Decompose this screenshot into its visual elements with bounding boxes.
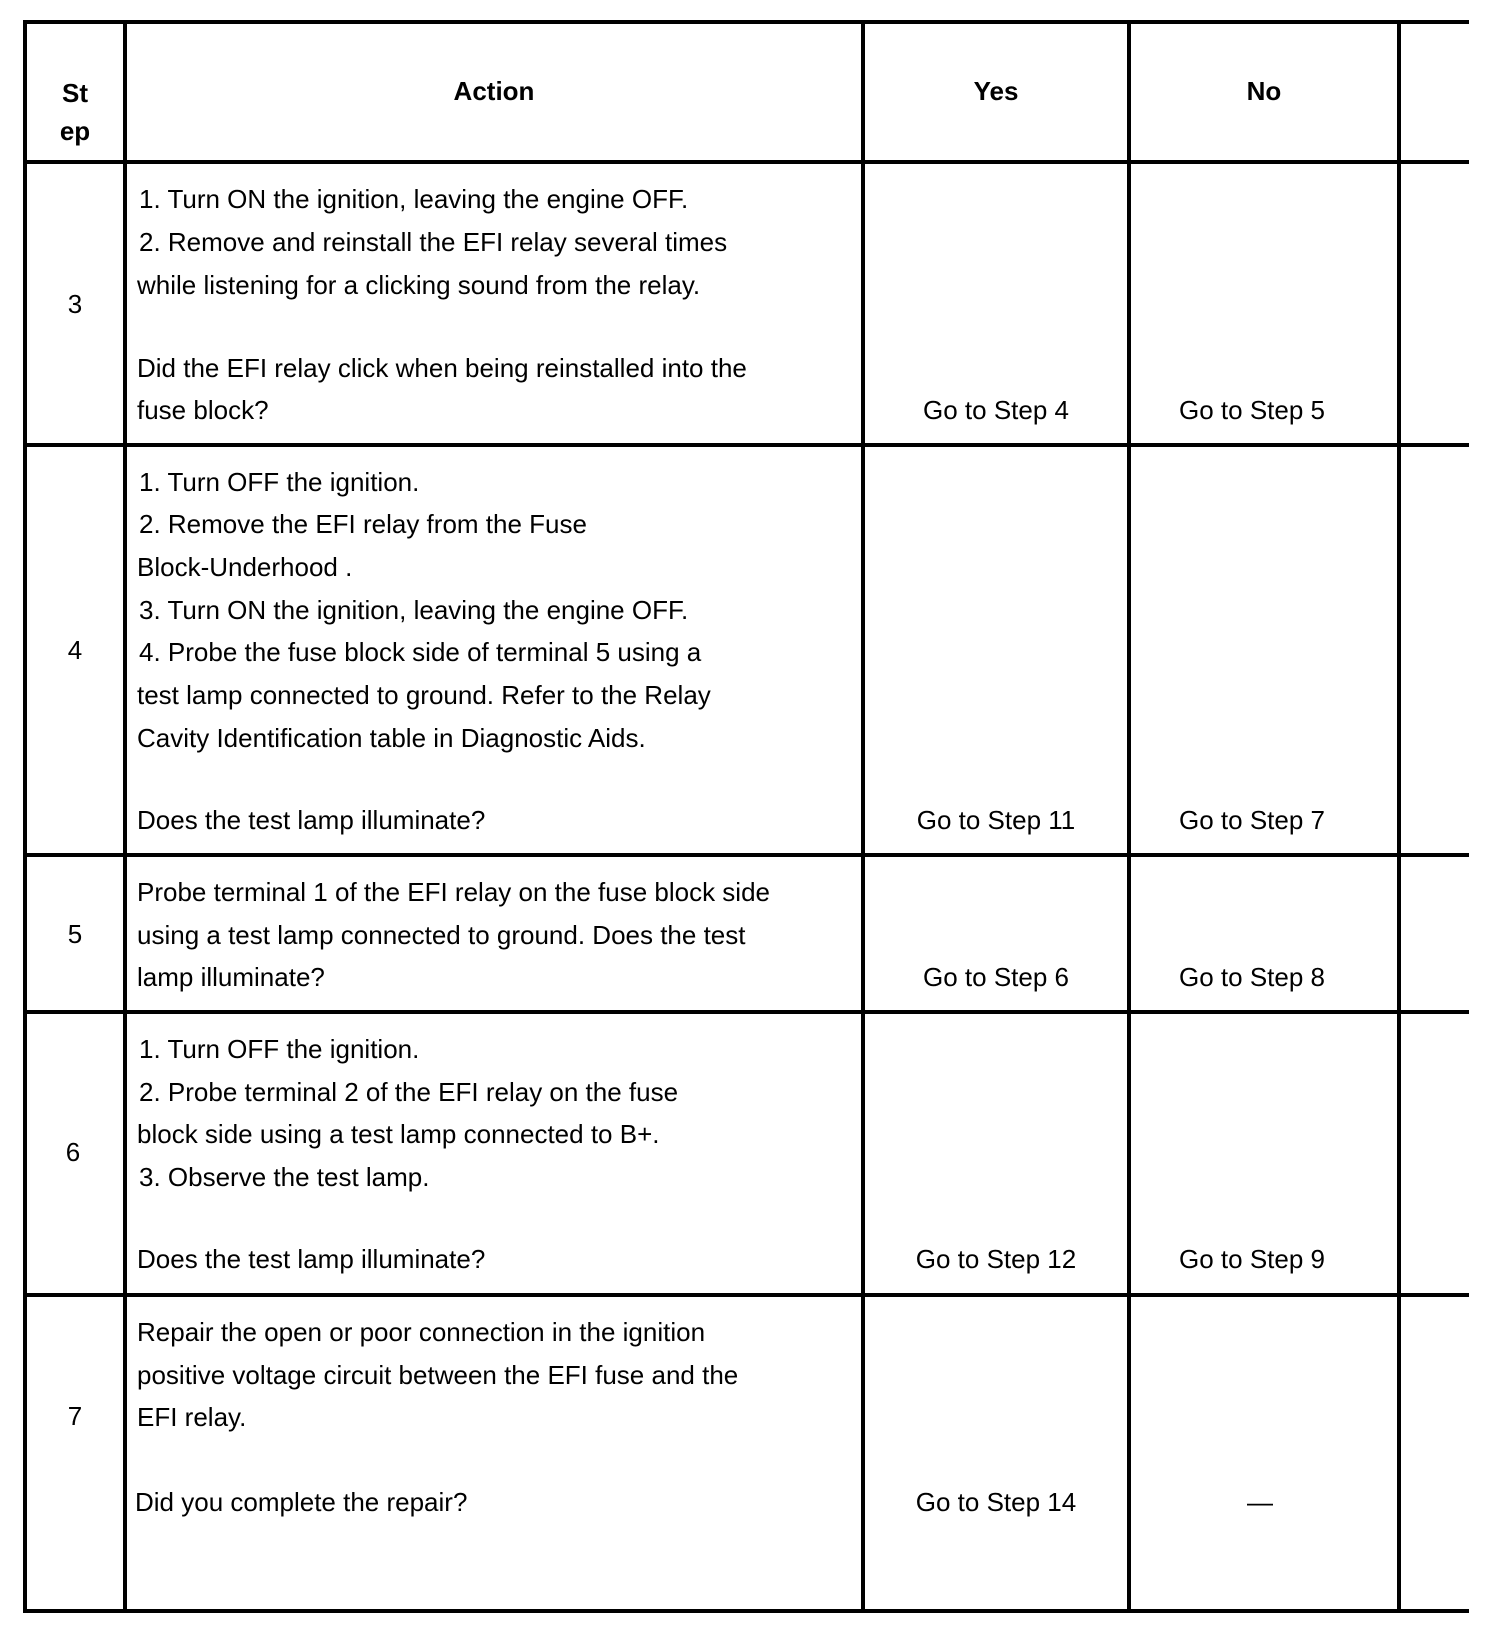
header-step-line2: ep	[59, 116, 91, 146]
action-line: 3. Turn ON the ignition, leaving the engine OFF.	[139, 595, 689, 625]
action-line: fuse block?	[137, 395, 269, 425]
action-line: Did you complete the repair?	[135, 1487, 468, 1517]
no-result: Go to Step 5	[1179, 395, 1325, 425]
header-step-label	[25, 74, 125, 150]
action-line: lamp illuminate?	[137, 962, 325, 992]
step-number: 5	[67, 919, 83, 949]
yes-result: Go to Step 12	[915, 1244, 1077, 1274]
no-result: —	[1247, 1487, 1273, 1517]
action-line: EFI relay.	[137, 1402, 247, 1432]
action-line: test lamp connected to ground. Refer to the Relay	[137, 680, 711, 710]
step-number: 4	[67, 635, 83, 665]
action-line: using a test lamp connected to ground. Does the test	[137, 920, 746, 950]
action-line: Does the test lamp illuminate?	[137, 805, 486, 835]
step-number: 3	[67, 289, 83, 319]
action-line: Repair the open or poor connection in the ignition	[137, 1317, 706, 1347]
action-line: block side using a test lamp connected to B+.	[137, 1119, 660, 1149]
yes-result: Go to Step 4	[923, 395, 1069, 425]
action-line: Did the EFI relay click when being reinstalled into the	[137, 353, 747, 383]
no-result: Go to Step 9	[1179, 1244, 1325, 1274]
header-step-line1: St	[62, 78, 88, 108]
step-number: 7	[67, 1401, 83, 1431]
diagnostic-table	[23, 20, 1469, 1613]
action-line: Probe terminal 1 of the EFI relay on the fuse block side	[137, 877, 771, 907]
action-line: positive voltage circuit between the EFI fuse and the	[137, 1360, 739, 1390]
action-line: 2. Probe terminal 2 of the EFI relay on the fuse	[139, 1077, 679, 1107]
action-line: Does the test lamp illuminate?	[137, 1244, 486, 1274]
action-line: Cavity Identification table in Diagnostic Aids.	[137, 723, 646, 753]
no-result: Go to Step 8	[1179, 962, 1325, 992]
header-no: No	[1246, 76, 1282, 106]
action-line: while listening for a clicking sound from the relay.	[137, 270, 701, 300]
action-line: 3. Observe the test lamp.	[139, 1162, 430, 1192]
no-result: Go to Step 7	[1179, 805, 1325, 835]
step-number: 6	[65, 1137, 81, 1167]
yes-result: Go to Step 11	[916, 805, 1076, 835]
action-line: 2. Remove and reinstall the EFI relay several times	[139, 227, 728, 257]
action-line: 2. Remove the EFI relay from the Fuse	[139, 509, 587, 539]
action-line: Block-Underhood .	[137, 552, 353, 582]
action-line: 1. Turn OFF the ignition.	[139, 1034, 420, 1064]
yes-result: Go to Step 14	[915, 1487, 1077, 1517]
action-line: 4. Probe the fuse block side of terminal 5 using a	[139, 637, 702, 667]
header-action: Action	[453, 76, 535, 106]
action-line: 1. Turn ON the ignition, leaving the engine OFF.	[139, 184, 689, 214]
yes-result: Go to Step 6	[923, 962, 1069, 992]
header-yes: Yes	[973, 76, 1019, 106]
action-line: 1. Turn OFF the ignition.	[139, 467, 420, 497]
